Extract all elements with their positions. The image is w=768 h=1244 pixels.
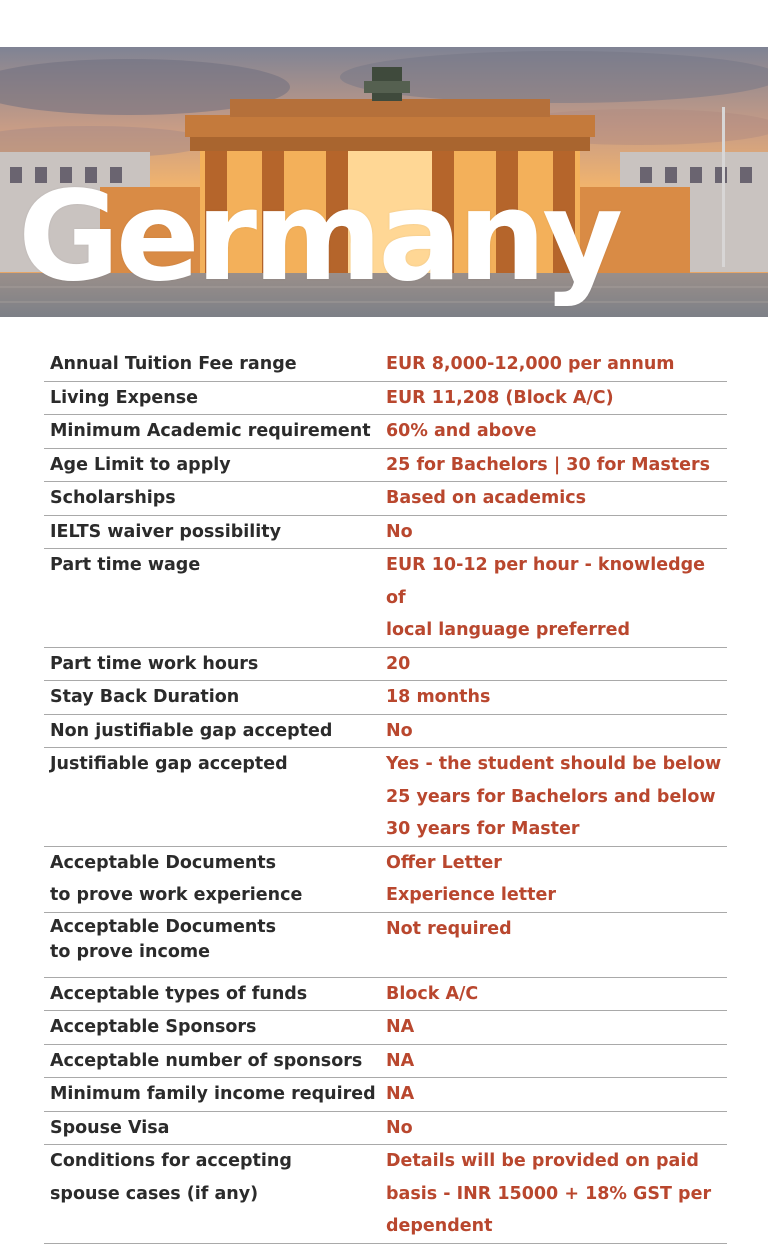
row-value [386,549,727,647]
row-value-line: 30 years for Master [386,819,580,839]
row-label-line: spouse cases (if any) [50,1183,259,1204]
row-value: EUR 11,208 (Block A/C) [386,387,614,408]
row-value-line: Details will be provided on paid [386,1151,699,1171]
row-label-line: Conditions for accepting [50,1151,292,1171]
table-row [44,549,727,648]
row-label: Part time wage [50,555,201,575]
row-value: 60% and above [386,421,537,441]
row-label: Scholarships [50,488,176,508]
row-label: Acceptable Sponsors [50,1017,257,1037]
row-label: Non justifiable gap accepted [50,720,333,741]
row-label: Justifiable gap accepted [50,754,288,774]
row-label: Stay Back Duration [50,687,240,707]
table-row [44,482,727,516]
table-row [44,978,727,1012]
row-label [44,913,386,977]
table-row [44,648,727,682]
row-value-line: Yes - the student should be below [386,754,722,774]
row-value: No [386,720,413,741]
row-value-line: local language preferred [386,620,631,640]
row-value: Block A/C [386,983,479,1004]
row-label: Annual Tuition Fee range [50,354,297,374]
row-value: Not required [386,918,512,939]
table-row [44,748,727,847]
row-value-line: EUR 10-12 per hour - knowledge of [386,555,706,608]
row-label-line: to prove work experience [50,885,303,905]
row-value [386,748,727,846]
table-row [44,449,727,483]
info-table [44,348,727,1244]
row-label: Part time work hours [50,653,259,674]
row-value: 20 [386,653,411,674]
row-value: 25 for Bachelors | 30 for Masters [386,454,711,475]
row-value [386,847,727,912]
row-value [386,1145,727,1243]
row-label: Minimum family income required [50,1084,376,1104]
hero-banner [0,47,768,317]
row-value: EUR 8,000-12,000 per annum [386,354,675,374]
row-label: Living Expense [50,387,199,408]
row-value: NA [386,1017,415,1037]
table-row [44,847,727,913]
row-value-line: basis - INR 15000 + 18% GST per [386,1183,712,1204]
row-label: Acceptable number of sponsors [50,1050,363,1071]
row-label [44,1145,386,1243]
table-row [44,1078,727,1112]
row-value-line: Experience letter [386,885,557,905]
row-label-line: Acceptable Documents [50,916,277,937]
table-row [44,681,727,715]
row-value: 18 months [386,687,491,707]
row-value-line: 25 years for Bachelors and below [386,786,716,807]
table-row [44,348,727,382]
table-row [44,1045,727,1079]
row-value-line: dependent [386,1216,493,1236]
table-row [44,516,727,550]
table-row [44,415,727,449]
row-value: Based on academics [386,488,587,508]
row-value: NA [386,1084,415,1104]
row-label: IELTS waiver possibility [50,521,282,542]
row-label-line: Acceptable Documents [50,852,277,873]
row-label [44,847,386,912]
row-value: No [386,1117,413,1138]
table-row [44,1145,727,1244]
table-row [44,382,727,416]
table-row [44,1112,727,1146]
row-label: Acceptable types of funds [50,983,308,1004]
table-row [44,1011,727,1045]
table-row [44,913,727,978]
row-label: Minimum Academic requirement [50,421,371,441]
row-label-line: to prove income [50,941,210,962]
row-label: Spouse Visa [50,1117,170,1138]
row-value: No [386,521,413,542]
country-title: Germany [18,165,620,309]
row-value-line: Offer Letter [386,852,502,873]
row-label: Age Limit to apply [50,454,231,475]
row-value: NA [386,1050,415,1071]
table-row [44,715,727,749]
